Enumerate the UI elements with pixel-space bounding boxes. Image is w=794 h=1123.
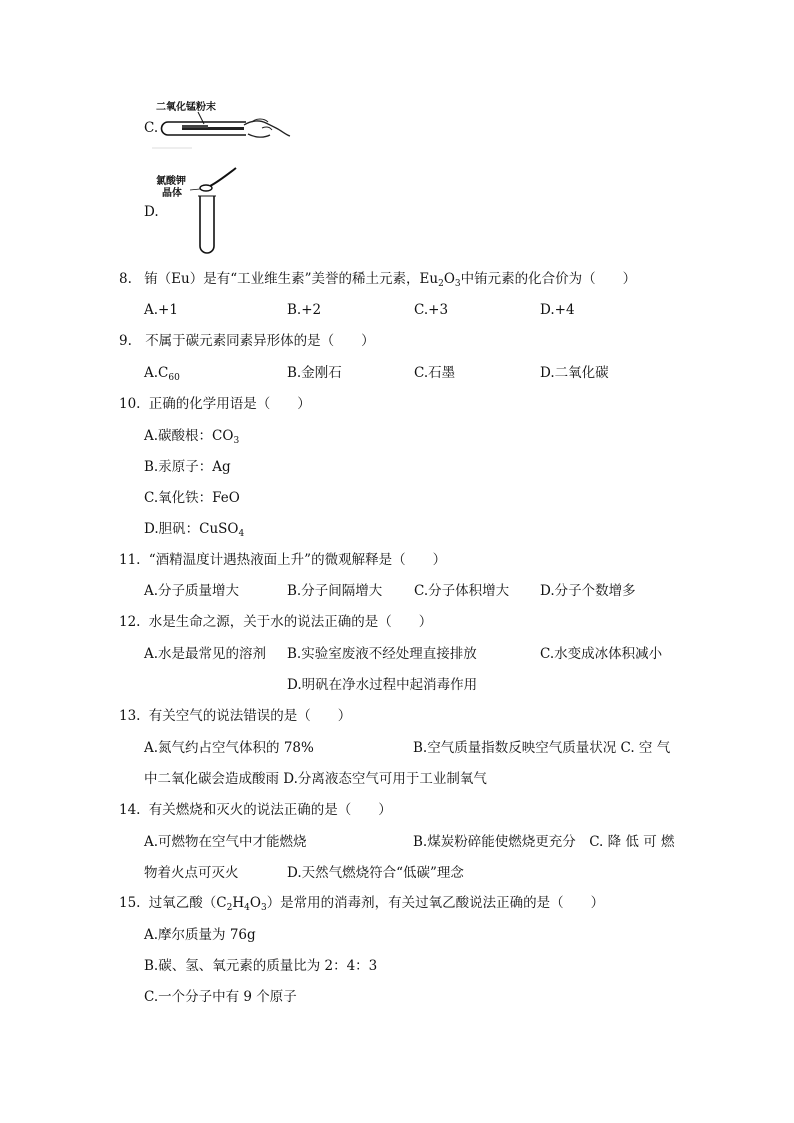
potassium-chlorate-label-line1: 氯酸钾 (156, 176, 186, 187)
q10-option-d[interactable]: D.胆矾：CuSO$_4$ (144, 521, 245, 539)
q10-option-c[interactable]: C.氧化铁：FeO (144, 490, 240, 506)
question-stem: “酒精温度计遇热液面上升”的微观解释是（ ） (148, 552, 447, 568)
question-11 (119, 551, 446, 569)
q14-option-b-c[interactable]: B.煤炭粉碎能使燃烧更充分 C. 降 低 可 燃 (413, 834, 675, 850)
q12-option-b[interactable]: B.实验室废液不经处理直接排放 (287, 646, 477, 662)
q12-option-d[interactable]: D.明矾在净水过程中起消毒作用 (287, 677, 478, 693)
question-number: 11. (119, 552, 141, 568)
question-13 (119, 707, 351, 725)
q13-option-c-d[interactable]: 中二氧化碳会造成酸雨 D.分离液态空气可用于工业制氧气 (144, 771, 487, 787)
question-8 (119, 270, 636, 288)
q8-option-d[interactable]: D.+4 (540, 302, 575, 318)
potassium-chlorate-label-line2: 晶体 (162, 188, 182, 199)
question-9 (119, 332, 375, 350)
q14-option-a[interactable]: A.可燃物在空气中才能燃烧 (144, 834, 307, 850)
question-number: 8. (119, 271, 132, 287)
question-stem: 过氧乙酸$(C_2H_4O_3)$是常用的消毒剂，有关过氧乙酸说法正确的是（ ） (148, 895, 605, 913)
question-12 (119, 613, 432, 631)
q8-option-c[interactable]: C.+3 (414, 302, 449, 318)
q14-option-d[interactable]: D.天然气燃烧符合“低碳”理念 (287, 865, 464, 881)
potassium-chlorate-test-tube-figure (154, 164, 244, 256)
vertical-test-tube-icon (200, 196, 214, 253)
spoon-icon (210, 168, 236, 186)
question-15 (119, 894, 604, 912)
q13-option-a[interactable]: A.氮气约占空气体积的 78% (144, 740, 314, 756)
q11-option-c[interactable]: C.分子体积增大 (414, 583, 510, 599)
q11-option-d[interactable]: D.分子个数增多 (540, 583, 636, 599)
q15-option-a[interactable]: A.摩尔质量为 76g (144, 927, 256, 943)
question-stem: 不属于碳元素同素异形体的是（ ） (145, 333, 375, 349)
q9-option-b[interactable]: B.金刚石 (287, 365, 342, 381)
manganese-dioxide-label: 二氧化锰粉末 (156, 102, 216, 113)
question-stem: 水是生命之源，关于水的说法正确的是（ ） (148, 614, 433, 630)
q9-option-d[interactable]: D.二氧化碳 (540, 365, 609, 381)
question-stem: 有关燃烧和灭火的说法正确的是（ ） (148, 802, 392, 818)
q9-option-c[interactable]: C.石墨 (414, 365, 456, 381)
question-number: 12. (119, 614, 141, 630)
q8-option-a[interactable]: A.+1 (144, 302, 178, 318)
q15-option-c[interactable]: C.一个分子中有 9 个原子 (144, 989, 297, 1005)
option-c-letter: C. (144, 120, 159, 136)
q12-option-a[interactable]: A.水是最常见的溶剂 (144, 646, 267, 662)
q15-option-b[interactable]: B.碳、氢、氧元素的质量比为 2：4：3 (144, 958, 378, 974)
question-stem: 有关空气的说法错误的是（ ） (148, 708, 352, 724)
hand-icon (244, 121, 290, 137)
q10-option-b[interactable]: B.汞原子：Ag (144, 459, 231, 475)
manganese-dioxide-test-tube-figure (152, 98, 294, 154)
question-number: 10. (119, 396, 141, 412)
question-14 (119, 801, 392, 819)
q11-option-a[interactable]: A.分子质量增大 (144, 583, 240, 599)
question-number: 13. (119, 708, 141, 724)
question-stem: 铕（Eu）是有“工业维生素”美誉的稀土元素，$Eu_2O_3$中铕元素的化合价为（ ） (144, 271, 637, 289)
q12-option-c[interactable]: C.水变成冰体积减小 (540, 646, 663, 662)
q11-option-b[interactable]: B.分子间隔增大 (287, 583, 383, 599)
q10-option-a[interactable]: A.碳酸根：$CO_3$ (144, 428, 240, 446)
q14-option-c-cont[interactable]: 物着火点可灭火 (144, 865, 239, 881)
q8-option-b[interactable]: B.+2 (287, 302, 322, 318)
question-stem: 正确的化学用语是（ ） (148, 396, 311, 412)
option-d-letter: D. (144, 204, 159, 220)
q13-option-b-c[interactable]: B.空气质量指数反映空气质量状况 C. 空 气 (413, 740, 671, 756)
question-10 (119, 395, 311, 413)
question-number: 15. (119, 895, 141, 911)
question-number: 14. (119, 802, 141, 818)
q9-option-a[interactable]: $A.C_{60}$ (144, 365, 180, 383)
question-number: 9. (119, 333, 132, 349)
